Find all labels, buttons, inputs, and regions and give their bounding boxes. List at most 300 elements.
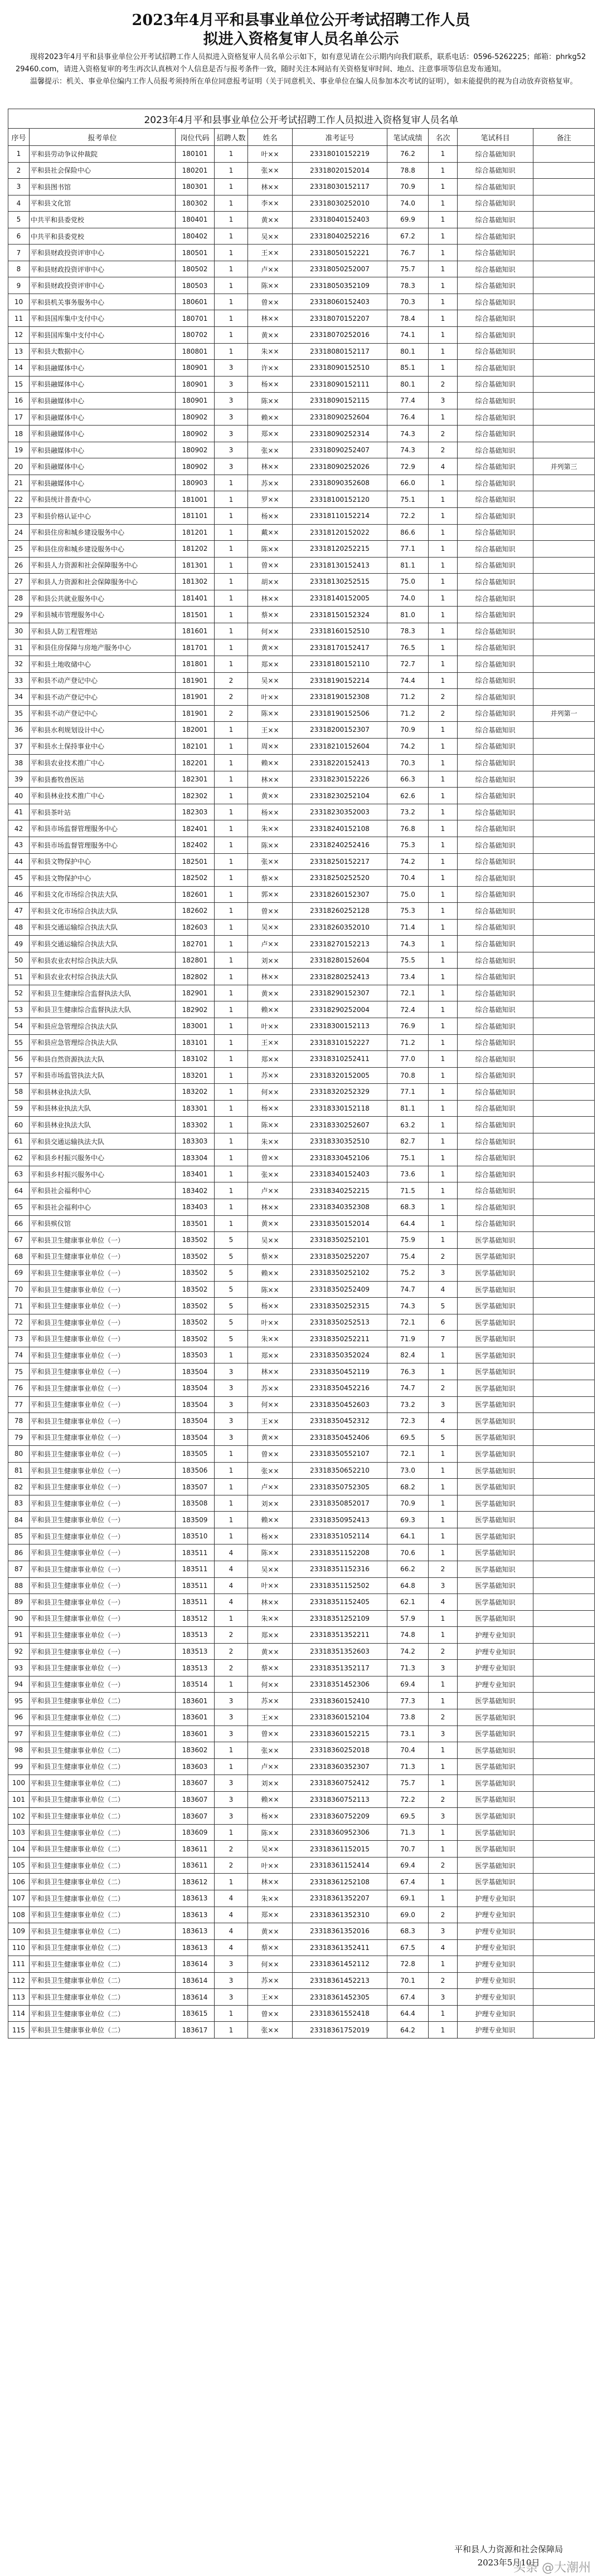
table-row <box>8 162 595 179</box>
position-code: 183502 <box>176 1265 215 1282</box>
unit-name: 平和县交通运输综合执法大队 <box>30 919 176 936</box>
hire-count: 1 <box>215 475 248 491</box>
exam-subject: 医学基础知识 <box>458 1347 533 1363</box>
rank: 1 <box>429 343 458 360</box>
table-row <box>8 1512 595 1528</box>
position-code: 183607 <box>176 1775 215 1792</box>
hire-count: 4 <box>215 1561 248 1578</box>
exam-number: 23318330152118 <box>293 1100 387 1117</box>
rank: 1 <box>429 195 458 212</box>
table-row <box>8 689 595 706</box>
row-index: 80 <box>8 1446 30 1463</box>
row-index: 71 <box>8 1298 30 1314</box>
row-index: 37 <box>8 738 30 755</box>
table-row <box>8 870 595 887</box>
row-index: 23 <box>8 508 30 525</box>
table-row <box>8 1396 595 1413</box>
row-index: 51 <box>8 969 30 985</box>
unit-name: 平和县文物保护中心 <box>30 870 176 887</box>
exam-score: 69.4 <box>387 1676 429 1693</box>
row-index: 38 <box>8 755 30 771</box>
candidate-name: 苏×× <box>248 475 293 491</box>
exam-subject: 综合基础知识 <box>458 1067 533 1084</box>
row-index: 88 <box>8 1577 30 1594</box>
unit-name: 平和县卫生健康事业单位（二） <box>30 1857 176 1874</box>
remark <box>533 1874 595 1890</box>
unit-name: 平和县国库集中支付中心 <box>30 310 176 327</box>
exam-score: 71.3 <box>387 1660 429 1676</box>
candidate-name: 叶×× <box>248 1314 293 1331</box>
remark <box>533 1841 595 1858</box>
exam-number: 23318360752209 <box>293 1808 387 1825</box>
candidate-name: 王×× <box>248 1034 293 1051</box>
candidate-name: 林×× <box>248 969 293 985</box>
exam-subject: 综合基础知识 <box>458 541 533 558</box>
exam-score: 74.1 <box>387 327 429 344</box>
exam-subject: 综合基础知识 <box>458 705 533 722</box>
candidate-name: 卢×× <box>248 936 293 952</box>
exam-score: 76.4 <box>387 409 429 426</box>
candidate-name: 叶×× <box>248 689 293 706</box>
row-index: 41 <box>8 804 30 820</box>
table-row <box>8 607 595 623</box>
position-code: 183502 <box>176 1331 215 1347</box>
remark <box>533 409 595 426</box>
candidate-name: 杨×× <box>248 1808 293 1825</box>
position-code: 183501 <box>176 1215 215 1232</box>
exam-subject: 医学基础知识 <box>458 1495 533 1512</box>
row-index: 63 <box>8 1166 30 1182</box>
candidate-name: 郭×× <box>248 886 293 903</box>
rank: 1 <box>429 475 458 491</box>
hire-count: 1 <box>215 755 248 771</box>
footer-date: 2023年5月10日 <box>477 2558 540 2568</box>
hire-count: 3 <box>215 1429 248 1446</box>
rank: 2 <box>429 1907 458 1923</box>
remark <box>533 820 595 837</box>
table-row <box>8 146 595 163</box>
table-row <box>8 1248 595 1265</box>
rank: 5 <box>429 1298 458 1314</box>
exam-subject: 医学基础知识 <box>458 1298 533 1314</box>
unit-name: 平和县卫生健康事业单位（二） <box>30 1923 176 1940</box>
remark <box>533 1594 595 1611</box>
exam-number: 23318350452119 <box>293 1363 387 1380</box>
hire-count: 1 <box>215 1150 248 1166</box>
row-index: 45 <box>8 870 30 887</box>
table-row <box>8 327 595 344</box>
page-title <box>0 11 602 49</box>
remark: 并列第三 <box>533 458 595 475</box>
unit-name: 平和县应急管理综合执法大队 <box>30 1034 176 1051</box>
exam-number: 23318240152108 <box>293 820 387 837</box>
hire-count: 5 <box>215 1232 248 1249</box>
exam-number: 23318351352211 <box>293 1627 387 1644</box>
table-row <box>8 1791 595 1808</box>
remark <box>533 1182 595 1199</box>
rank: 1 <box>429 1890 458 1907</box>
hire-count: 1 <box>215 1495 248 1512</box>
table-header-row <box>8 129 595 146</box>
unit-name: 平和县住房保障与房地产服务中心 <box>30 639 176 656</box>
exam-subject: 综合基础知识 <box>458 162 533 179</box>
exam-number: 23318350652210 <box>293 1462 387 1479</box>
row-index: 72 <box>8 1314 30 1331</box>
candidate-name: 叶×× <box>248 1857 293 1874</box>
row-index: 27 <box>8 574 30 590</box>
unit-name: 平和县机关事务服务中心 <box>30 294 176 310</box>
position-code: 181901 <box>176 672 215 689</box>
row-index: 70 <box>8 1281 30 1298</box>
row-index: 115 <box>8 2022 30 2039</box>
exam-subject: 综合基础知识 <box>458 228 533 245</box>
hire-count: 1 <box>215 277 248 294</box>
table-row <box>8 1709 595 1726</box>
position-code: 182603 <box>176 919 215 936</box>
row-index: 24 <box>8 524 30 541</box>
hire-count: 1 <box>215 1100 248 1117</box>
exam-number: 23318090252026 <box>293 458 387 475</box>
remark <box>533 788 595 804</box>
rank: 1 <box>429 557 458 574</box>
exam-subject: 综合基础知识 <box>458 1215 533 1232</box>
position-code: 180601 <box>176 294 215 310</box>
position-code: 180701 <box>176 310 215 327</box>
exam-score: 70.9 <box>387 179 429 195</box>
unit-name: 平和县林业执法大队 <box>30 1100 176 1117</box>
table-row <box>8 705 595 722</box>
row-index: 18 <box>8 426 30 442</box>
unit-name: 平和县卫生健康事业单位（二） <box>30 1890 176 1907</box>
position-code: 180201 <box>176 162 215 179</box>
exam-subject: 综合基础知识 <box>458 771 533 788</box>
row-index: 55 <box>8 1034 30 1051</box>
exam-subject: 综合基础知识 <box>458 804 533 820</box>
exam-number: 23318361352016 <box>293 1923 387 1940</box>
exam-number: 23318340152403 <box>293 1166 387 1182</box>
hire-count: 1 <box>215 656 248 672</box>
candidate-name: 赖×× <box>248 1791 293 1808</box>
unit-name: 平和县殡仪馆 <box>30 1215 176 1232</box>
remark <box>533 1117 595 1133</box>
remark <box>533 1001 595 1018</box>
candidate-name: 苏×× <box>248 1693 293 1709</box>
hire-count: 1 <box>215 1199 248 1216</box>
hire-count: 4 <box>215 1939 248 1956</box>
position-code: 183001 <box>176 1018 215 1034</box>
hire-count: 1 <box>215 1133 248 1150</box>
exam-number: 23318070152207 <box>293 310 387 327</box>
hire-count: 2 <box>215 1627 248 1644</box>
remark <box>533 1051 595 1068</box>
unit-name: 平和县卫生健康事业单位（一） <box>30 1281 176 1298</box>
hire-count: 1 <box>215 820 248 837</box>
exam-subject: 综合基础知识 <box>458 623 533 639</box>
remark <box>533 1660 595 1676</box>
remark <box>533 952 595 969</box>
unit-name: 平和县卫生健康事业单位（二） <box>30 1808 176 1825</box>
remark <box>533 2022 595 2039</box>
row-index: 114 <box>8 2005 30 2022</box>
exam-subject: 综合基础知识 <box>458 722 533 739</box>
row-index: 101 <box>8 1791 30 1808</box>
position-code: 181901 <box>176 689 215 706</box>
exam-subject: 综合基础知识 <box>458 146 533 163</box>
column-header: 准考证号 <box>293 129 387 146</box>
rank: 2 <box>429 442 458 458</box>
exam-score: 67.4 <box>387 1989 429 2006</box>
rank: 1 <box>429 508 458 525</box>
exam-number: 23318280152604 <box>293 952 387 969</box>
unit-name: 平和县公共就业服务中心 <box>30 590 176 607</box>
table-row <box>8 738 595 755</box>
table-row <box>8 1857 595 1874</box>
position-code: 183504 <box>176 1396 215 1413</box>
candidate-name: 林×× <box>248 1363 293 1380</box>
position-code: 182601 <box>176 886 215 903</box>
rank: 1 <box>429 788 458 804</box>
exam-subject: 综合基础知识 <box>458 458 533 475</box>
row-index: 92 <box>8 1643 30 1660</box>
exam-score: 70.7 <box>387 1841 429 1858</box>
position-code: 183403 <box>176 1199 215 1216</box>
unit-name: 平和县茶叶站 <box>30 804 176 820</box>
exam-number: 23318350852017 <box>293 1495 387 1512</box>
unit-name: 平和县交通运输执法大队 <box>30 1133 176 1150</box>
unit-name: 平和县卫生健康事业单位（一） <box>30 1610 176 1627</box>
hire-count: 4 <box>215 1907 248 1923</box>
unit-name: 中共平和县委党校 <box>30 228 176 245</box>
row-index: 102 <box>8 1808 30 1825</box>
candidate-name: 赖×× <box>248 755 293 771</box>
rank: 7 <box>429 1331 458 1347</box>
exam-number: 23318351152316 <box>293 1561 387 1578</box>
exam-number: 23318350452216 <box>293 1380 387 1397</box>
exam-number: 23318351052114 <box>293 1528 387 1544</box>
unit-name: 平和县文化市场综合执法大队 <box>30 886 176 903</box>
candidate-name: 叶×× <box>248 146 293 163</box>
exam-number: 23318340252215 <box>293 1182 387 1199</box>
exam-score: 75.4 <box>387 1248 429 1265</box>
row-index: 93 <box>8 1660 30 1676</box>
row-index: 109 <box>8 1923 30 1940</box>
rank: 1 <box>429 1182 458 1199</box>
row-index: 52 <box>8 985 30 1001</box>
rank: 4 <box>429 1281 458 1298</box>
exam-score: 68.3 <box>387 1199 429 1216</box>
exam-number: 23318310252411 <box>293 1051 387 1068</box>
exam-subject: 医学基础知识 <box>458 1429 533 1446</box>
table-row <box>8 557 595 574</box>
exam-number: 23318360952306 <box>293 1824 387 1841</box>
table-row <box>8 1561 595 1578</box>
remark <box>533 1561 595 1578</box>
unit-name: 平和县文化馆 <box>30 195 176 212</box>
row-index: 89 <box>8 1594 30 1611</box>
exam-subject: 综合基础知识 <box>458 656 533 672</box>
exam-subject: 医学基础知识 <box>458 1841 533 1858</box>
exam-subject: 综合基础知识 <box>458 360 533 377</box>
exam-score: 68.2 <box>387 1479 429 1495</box>
exam-subject: 综合基础知识 <box>458 343 533 360</box>
rank: 4 <box>429 1413 458 1430</box>
rank: 2 <box>429 1857 458 1874</box>
table-row <box>8 1627 595 1644</box>
exam-subject: 医学基础知识 <box>458 1791 533 1808</box>
exam-subject: 综合基础知识 <box>458 508 533 525</box>
unit-name: 平和县融媒体中心 <box>30 393 176 409</box>
rank: 1 <box>429 969 458 985</box>
position-code: 181901 <box>176 705 215 722</box>
rank: 1 <box>429 1133 458 1150</box>
candidate-name: 林×× <box>248 458 293 475</box>
rank: 1 <box>429 837 458 853</box>
position-code: 182303 <box>176 804 215 820</box>
rank: 1 <box>429 409 458 426</box>
exam-subject: 综合基础知识 <box>458 1100 533 1117</box>
exam-subject: 医学基础知识 <box>458 1512 533 1528</box>
row-index: 3 <box>8 179 30 195</box>
hire-count: 3 <box>215 1775 248 1792</box>
exam-subject: 综合基础知识 <box>458 491 533 508</box>
exam-number: 23318170152417 <box>293 639 387 656</box>
exam-number: 23318350152014 <box>293 1215 387 1232</box>
exam-score: 74.8 <box>387 1627 429 1644</box>
hire-count: 4 <box>215 1577 248 1594</box>
rank: 1 <box>429 771 458 788</box>
unit-name: 平和县乡村振兴服务中心 <box>30 1166 176 1182</box>
candidate-name: 黄×× <box>248 212 293 228</box>
unit-name: 平和县农业技术推广中心 <box>30 755 176 771</box>
exam-number: 23318350252409 <box>293 1281 387 1298</box>
position-code: 182701 <box>176 936 215 952</box>
exam-score: 74.7 <box>387 1380 429 1397</box>
exam-score: 72.1 <box>387 1446 429 1463</box>
exam-number: 23318190152214 <box>293 672 387 689</box>
rank: 1 <box>429 1001 458 1018</box>
remark <box>533 1939 595 1956</box>
exam-subject: 综合基础知识 <box>458 607 533 623</box>
rank: 1 <box>429 1199 458 1216</box>
exam-score: 72.2 <box>387 508 429 525</box>
row-index: 85 <box>8 1528 30 1544</box>
table-row <box>8 1676 595 1693</box>
exam-subject: 医学基础知识 <box>458 1479 533 1495</box>
unit-name: 平和县价格认证中心 <box>30 508 176 525</box>
remark <box>533 623 595 639</box>
table-row <box>8 985 595 1001</box>
hire-count: 1 <box>215 1824 248 1841</box>
exam-number: 23318250252520 <box>293 870 387 887</box>
exam-score: 74.2 <box>387 1643 429 1660</box>
row-index: 29 <box>8 607 30 623</box>
exam-number: 23318090252604 <box>293 409 387 426</box>
exam-subject: 医学基础知识 <box>458 1281 533 1298</box>
table-row <box>8 1182 595 1199</box>
row-index: 83 <box>8 1495 30 1512</box>
column-header: 备注 <box>533 129 595 146</box>
exam-subject: 综合基础知识 <box>458 853 533 870</box>
position-code: 181701 <box>176 639 215 656</box>
remark <box>533 1215 595 1232</box>
candidate-name: 卢×× <box>248 261 293 277</box>
exam-number: 23318190152308 <box>293 689 387 706</box>
rank: 1 <box>429 1215 458 1232</box>
exam-score: 74.3 <box>387 936 429 952</box>
exam-number: 23318150152324 <box>293 607 387 623</box>
exam-subject: 医学基础知识 <box>458 1380 533 1397</box>
candidate-name: 张×× <box>248 1742 293 1759</box>
exam-subject: 综合基础知识 <box>458 590 533 607</box>
remark <box>533 1676 595 1693</box>
exam-subject: 综合基础知识 <box>458 426 533 442</box>
remark <box>533 212 595 228</box>
exam-subject: 护理专业知识 <box>458 1939 533 1956</box>
row-index: 35 <box>8 705 30 722</box>
hire-count: 3 <box>215 442 248 458</box>
hire-count: 1 <box>215 722 248 739</box>
position-code: 183609 <box>176 1824 215 1841</box>
hire-count: 1 <box>215 162 248 179</box>
exam-number: 23318090252314 <box>293 426 387 442</box>
table-row <box>8 1643 595 1660</box>
remark <box>533 985 595 1001</box>
table-row <box>8 1018 595 1034</box>
exam-score: 74.0 <box>387 590 429 607</box>
unit-name: 平和县林业执法大队 <box>30 1117 176 1133</box>
exam-number: 23318320152005 <box>293 1067 387 1084</box>
remark <box>533 1742 595 1759</box>
remark <box>533 936 595 952</box>
exam-subject: 综合基础知识 <box>458 919 533 936</box>
exam-number: 23318240252416 <box>293 837 387 853</box>
candidate-name: 林×× <box>248 310 293 327</box>
candidate-name: 李×× <box>248 195 293 212</box>
hire-count: 1 <box>215 1758 248 1775</box>
table-row <box>8 1577 595 1594</box>
position-code: 183502 <box>176 1232 215 1249</box>
hire-count: 2 <box>215 1660 248 1676</box>
exam-score: 62.6 <box>387 788 429 804</box>
candidate-name: 吴×× <box>248 1561 293 1578</box>
exam-score: 78.3 <box>387 623 429 639</box>
unit-name: 平和县卫生健康事业单位（一） <box>30 1429 176 1446</box>
position-code: 181302 <box>176 574 215 590</box>
candidate-table <box>8 109 595 2039</box>
remark <box>533 722 595 739</box>
table-row <box>8 261 595 277</box>
exam-score: 70.9 <box>387 1495 429 1512</box>
table-row <box>8 491 595 508</box>
exam-score: 80.1 <box>387 343 429 360</box>
row-index: 21 <box>8 475 30 491</box>
table-row <box>8 590 595 607</box>
exam-number: 23318350552107 <box>293 1446 387 1463</box>
row-index: 32 <box>8 656 30 672</box>
candidate-name: 杨×× <box>248 1528 293 1544</box>
table-row <box>8 820 595 837</box>
row-index: 81 <box>8 1462 30 1479</box>
row-index: 4 <box>8 195 30 212</box>
row-index: 91 <box>8 1627 30 1644</box>
candidate-name: 何×× <box>248 1676 293 1693</box>
unit-name: 平和县住房和城乡建设服务中心 <box>30 524 176 541</box>
exam-score: 85.1 <box>387 360 429 377</box>
exam-subject: 综合基础知识 <box>458 557 533 574</box>
exam-subject: 综合基础知识 <box>458 1117 533 1133</box>
row-index: 48 <box>8 919 30 936</box>
remark <box>533 1298 595 1314</box>
